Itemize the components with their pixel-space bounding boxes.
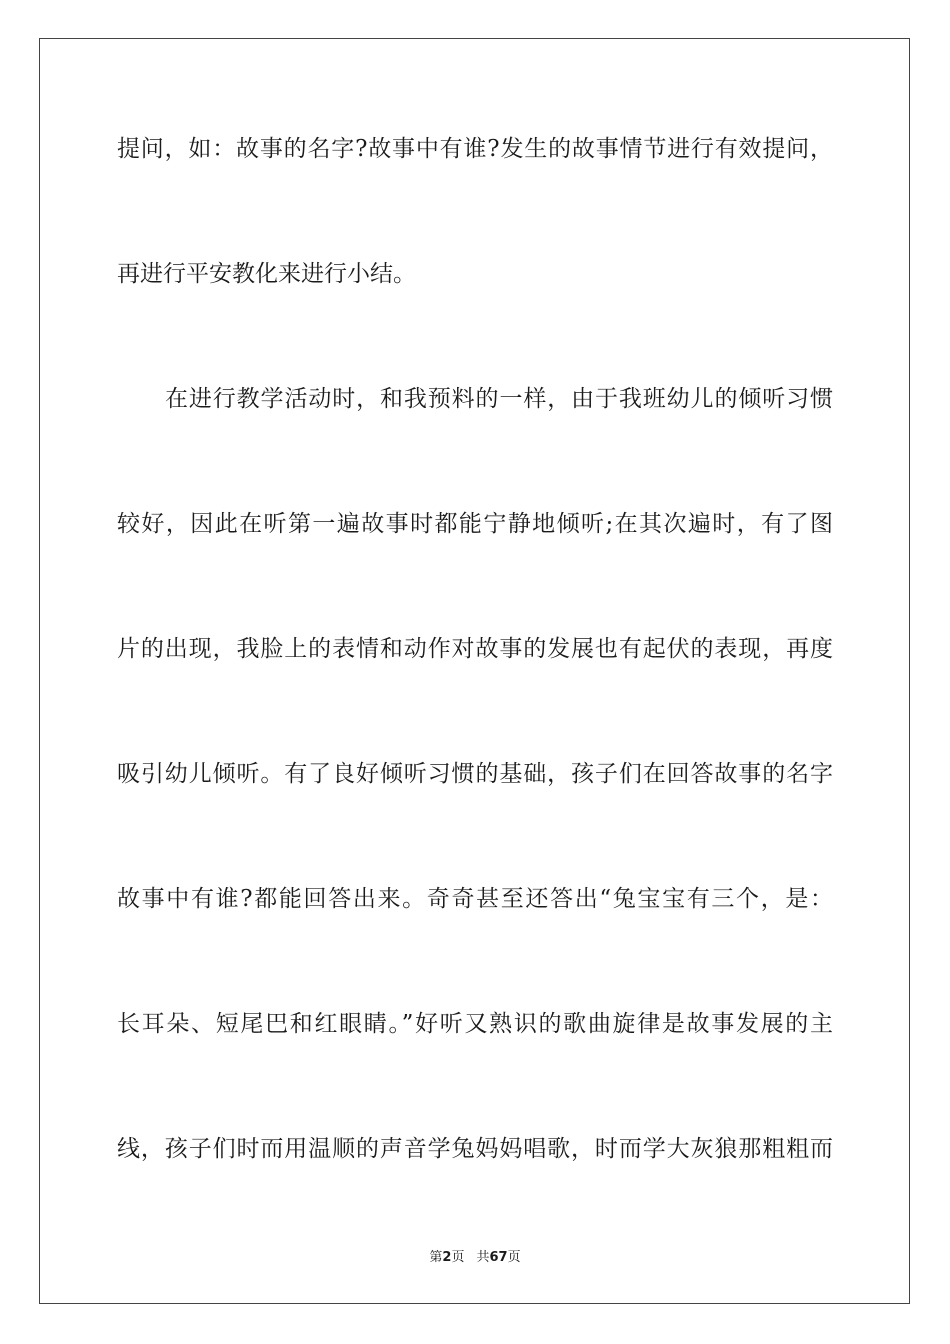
paragraph-first-line: 在进行教学活动时，和我预料的一样，由于我班幼儿的倾听习惯 — [165, 386, 833, 412]
body-text-line: 再进行平安教化来进行小结。 — [117, 261, 416, 287]
current-page-number: 2 — [442, 1250, 452, 1265]
body-text-line: 较好，因此在听第一遍故事时都能宁静地倾听;在其次遍时，有了图 — [117, 511, 833, 537]
total-suffix: 页 — [507, 1250, 521, 1265]
page-footer — [0, 1246, 950, 1265]
body-text-line: 长耳朵、短尾巴和红眼睛。”好听又熟识的歌曲旋律是故事发展的主 — [117, 1011, 833, 1037]
body-text-line: 提问，如：故事的名字?故事中有谁?发生的故事情节进行有效提问， — [117, 136, 833, 162]
total-prefix: 共 — [476, 1250, 490, 1265]
body-text-line: 片的出现，我脸上的表情和动作对故事的发展也有起伏的表现，再度 — [117, 636, 833, 662]
body-text-line: 吸引幼儿倾听。有了良好倾听习惯的基础，孩子们在回答故事的名字 — [117, 761, 833, 787]
body-text-line: 线，孩子们时而用温顺的声音学兔妈妈唱歌，时而学大灰狼那粗粗而 — [117, 1136, 833, 1162]
body-text-line: 故事中有谁?都能回答出来。奇奇甚至还答出“兔宝宝有三个，是： — [117, 886, 833, 912]
total-page-count: 67 — [489, 1250, 508, 1265]
page-suffix: 页 — [451, 1250, 465, 1265]
page-prefix: 第 — [429, 1250, 443, 1265]
page-border — [39, 38, 910, 1304]
